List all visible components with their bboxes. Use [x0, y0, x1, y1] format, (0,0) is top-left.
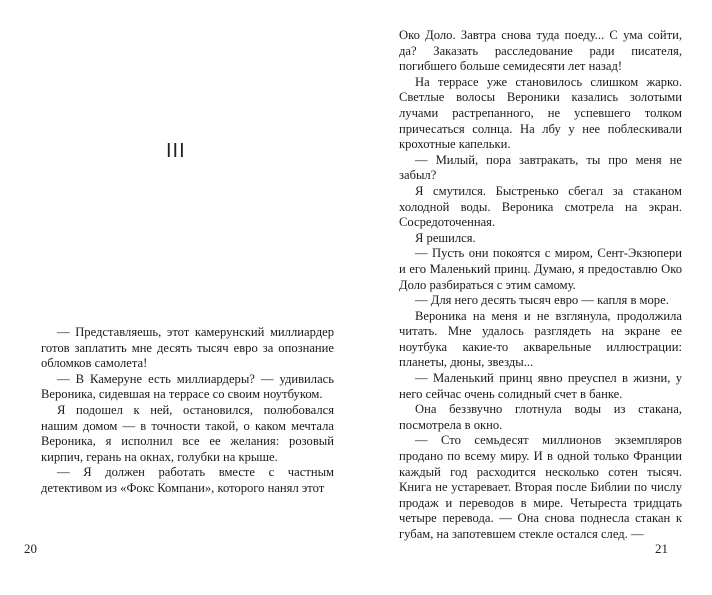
paragraph: Она беззвучно глотнула воды из стакана, посмотрела в окно.	[399, 402, 682, 432]
paragraph: На террасе уже становилось слишком жарко. Светлые волосы Вероники казались золотыми лучами растрепанного, не успевшего толком причесаться солнца. На лбу у нее поблескивали крохотные капельки.	[399, 74, 682, 152]
paragraph: — Пусть они покоятся с миром, Сент-Экзюпери и его Маленький принц. Думаю, я предоставлю Око Доло разбираться с этим самому.	[399, 246, 682, 292]
right-text-column	[399, 28, 682, 543]
chapter-heading: III	[166, 140, 186, 162]
paragraph: Я решился.	[415, 230, 476, 245]
page-number: 20	[24, 541, 37, 556]
paragraph: — Милый, пора завтракать, ты про меня не забыл?	[399, 152, 682, 183]
right-page	[356, 0, 712, 595]
paragraph: — Я должен работать вместе с частным детективом из «Фокс Компани», которого нанял этот	[41, 465, 334, 495]
page-number: 21	[655, 541, 668, 556]
paragraph: — Маленький принц явно преуспел в жизни, у него сейчас очень солидный счет в банке.	[399, 371, 682, 401]
paragraph: Вероника на меня и не взглянула, продолжила читать. Мне удалось разглядеть на экране ее ноутбука какие-то акварельные иллюстрации: планеты, дюны, звезды...	[399, 308, 682, 370]
paragraph: — Представляешь, этот камерунский миллиардер готов заплатить мне десять тысяч евро за опознание обломков самолета!	[41, 325, 334, 371]
paragraph: — В Камеруне есть миллиардеры? — удивилась Вероника, сидевшая на террасе со своим ноутбуком.	[41, 371, 334, 402]
paragraph: — Сто семьдесят миллионов экземпляров продано по всему миру. И в одной только Франции каждый год расходится несколько сотен тысяч. Книга не устаревает. Вторая после Библии по числу продаж и переводов в мире. Четыреста тридцать четыре перевода. — Она снова поднесла стакан к губам, на запотевшем стекле остался след. —	[399, 433, 682, 541]
left-text-column	[41, 325, 334, 497]
paragraph: Я подошел к ней, остановился, полюбовался нашим домом — в точности такой, о каком мечтала Вероника, я исполнил все ее желания: розовый кирпич, герань на окнах, голубки на крыше.	[41, 402, 334, 464]
paragraph: — Для него десять тысяч евро — капля в море.	[415, 293, 669, 308]
paragraph: Я смутился. Быстренько сбегал за стаканом холодной воды. Вероника смотрела на экран. Сосредоточенная.	[399, 183, 682, 230]
paragraph-continuation: Око Доло. Завтра снова туда поеду... С ума сойти, да? Заказать расследование ради писателя, погибшего больше семидесяти лет назад!	[399, 28, 682, 74]
